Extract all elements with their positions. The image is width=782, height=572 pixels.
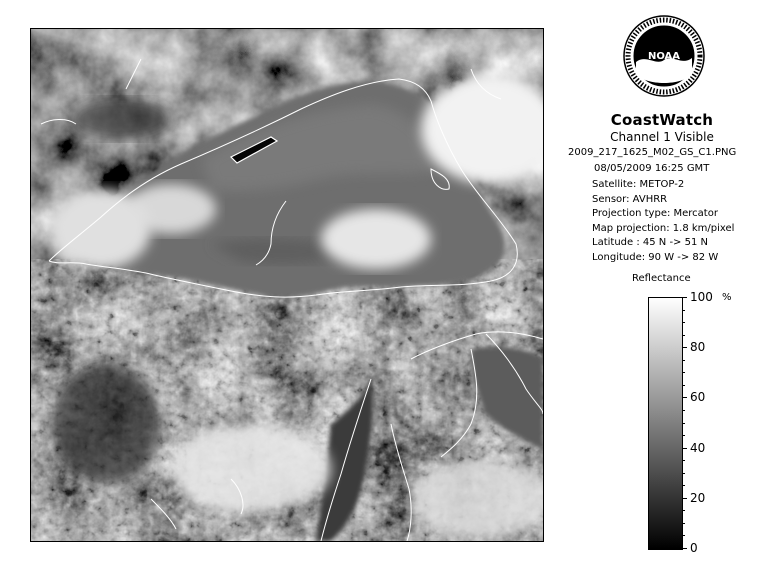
colorbar-tick-label: 40 — [690, 441, 706, 455]
colorbar-tick — [682, 410, 685, 411]
colorbar-tick — [682, 460, 685, 461]
product-title: CoastWatch — [610, 111, 714, 129]
satellite-image — [30, 28, 544, 542]
legend-unit: % — [722, 292, 732, 303]
colorbar-tick — [682, 335, 685, 336]
colorbar-tick — [682, 485, 685, 486]
colorbar-tick — [682, 423, 685, 424]
longitude-label: Longitude: 90 W -> 82 W — [592, 252, 719, 263]
colorbar-tick — [682, 310, 685, 311]
colorbar-tick — [682, 322, 685, 323]
satellite-image-canvas — [31, 29, 543, 541]
filename-label: 2009_217_1625_M02_GS_C1.PNG — [568, 147, 737, 158]
colorbar-tick — [682, 397, 687, 398]
colorbar-ticks — [682, 297, 712, 549]
datetime-label: 08/05/2009 16:25 GMT — [594, 163, 710, 174]
colorbar-tick — [682, 385, 685, 386]
colorbar-tick — [682, 498, 687, 499]
colorbar-tick — [682, 360, 685, 361]
colorbar-tick — [682, 435, 685, 436]
svg-text:NOAA: NOAA — [647, 51, 681, 62]
colorbar-tick-label: 0 — [690, 541, 698, 555]
colorbar-tick — [682, 535, 685, 536]
colorbar-tick — [682, 372, 685, 373]
sensor-label: Sensor: AVHRR — [592, 194, 668, 205]
noaa-logo-icon — [622, 14, 706, 98]
satellite-label: Satellite: METOP-2 — [592, 179, 685, 190]
info-panel — [560, 0, 782, 572]
latitude-label: Latitude : 45 N -> 51 N — [592, 237, 708, 248]
colorbar-tick-label: 100 — [690, 290, 713, 304]
projection-type-label: Projection type: Mercator — [592, 208, 718, 219]
legend-title: Reflectance — [632, 273, 691, 284]
colorbar-tick — [682, 297, 687, 298]
colorbar-tick-label: 80 — [690, 340, 706, 354]
channel-label: Channel 1 Visible — [610, 130, 714, 144]
colorbar-tick — [682, 510, 685, 511]
colorbar-tick — [682, 347, 687, 348]
colorbar-tick-label: 60 — [690, 390, 706, 404]
reflectance-colorbar — [648, 297, 683, 550]
colorbar-tick — [682, 548, 687, 549]
colorbar-tick — [682, 523, 685, 524]
colorbar-tick — [682, 473, 685, 474]
map-projection-label: Map projection: 1.8 km/pixel — [592, 223, 735, 234]
colorbar-tick — [682, 448, 687, 449]
colorbar-tick-label: 20 — [690, 491, 706, 505]
